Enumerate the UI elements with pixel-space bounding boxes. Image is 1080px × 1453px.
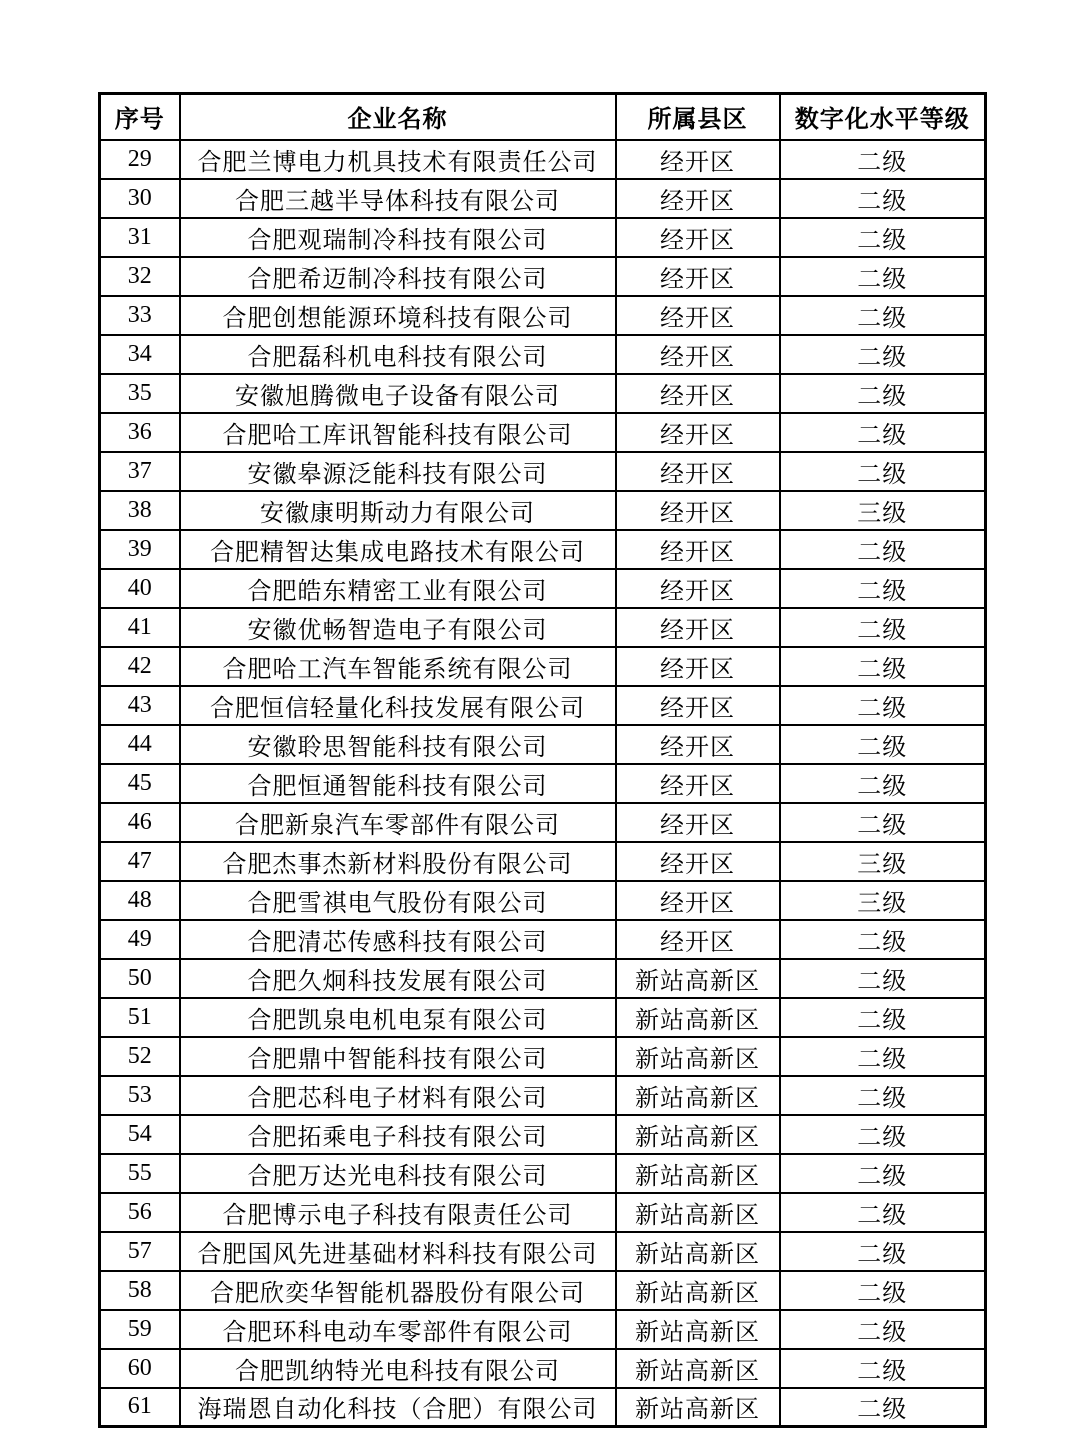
row-number-cell: 41	[100, 608, 180, 647]
table-row	[100, 881, 986, 920]
table-row	[100, 1115, 986, 1154]
row-number-cell: 48	[100, 881, 180, 920]
company-name-cell: 合肥哈工汽车智能系统有限公司	[180, 647, 616, 686]
level-cell: 二级	[780, 530, 986, 569]
table-row	[100, 959, 986, 998]
table-row	[100, 1388, 986, 1427]
table-row	[100, 1037, 986, 1076]
level-cell: 二级	[780, 452, 986, 491]
district-cell: 经开区	[616, 374, 780, 413]
level-cell: 二级	[780, 1115, 986, 1154]
level-cell: 二级	[780, 1349, 986, 1388]
company-name-cell: 合肥皓东精密工业有限公司	[180, 569, 616, 608]
row-number-cell: 39	[100, 530, 180, 569]
district-cell: 新站高新区	[616, 1271, 780, 1310]
company-name-cell: 合肥清芯传感科技有限公司	[180, 920, 616, 959]
district-cell: 经开区	[616, 218, 780, 257]
table-row	[100, 179, 986, 218]
table-header-row	[100, 94, 986, 140]
row-number-cell: 47	[100, 842, 180, 881]
company-name-cell: 合肥国风先进基础材料科技有限公司	[180, 1232, 616, 1271]
level-cell: 三级	[780, 842, 986, 881]
table-row	[100, 1310, 986, 1349]
table-row	[100, 1232, 986, 1271]
level-cell: 二级	[780, 647, 986, 686]
row-number-cell: 43	[100, 686, 180, 725]
row-number-cell: 60	[100, 1349, 180, 1388]
level-cell: 二级	[780, 257, 986, 296]
table-row	[100, 491, 986, 530]
table-row	[100, 569, 986, 608]
district-cell: 经开区	[616, 569, 780, 608]
company-name-cell: 安徽康明斯动力有限公司	[180, 491, 616, 530]
company-name-cell: 合肥欣奕华智能机器股份有限公司	[180, 1271, 616, 1310]
company-name-cell: 安徽聆思智能科技有限公司	[180, 725, 616, 764]
company-name-cell: 合肥凯纳特光电科技有限公司	[180, 1349, 616, 1388]
company-name-cell: 合肥芯科电子材料有限公司	[180, 1076, 616, 1115]
row-number-cell: 35	[100, 374, 180, 413]
company-name-cell: 合肥凯泉电机电泵有限公司	[180, 998, 616, 1037]
level-cell: 二级	[780, 569, 986, 608]
row-number-cell: 52	[100, 1037, 180, 1076]
table-row	[100, 413, 986, 452]
row-number-cell: 38	[100, 491, 180, 530]
district-cell: 经开区	[616, 881, 780, 920]
district-cell: 新站高新区	[616, 1388, 780, 1427]
header-district: 所属县区	[616, 94, 780, 140]
district-cell: 经开区	[616, 491, 780, 530]
header-serial-number: 序号	[100, 94, 180, 140]
level-cell: 二级	[780, 1388, 986, 1427]
district-cell: 新站高新区	[616, 1076, 780, 1115]
company-name-cell: 合肥兰博电力机具技术有限责任公司	[180, 140, 616, 179]
company-name-cell: 合肥博示电子科技有限责任公司	[180, 1193, 616, 1232]
level-cell: 二级	[780, 179, 986, 218]
company-name-cell: 合肥环科电动车零部件有限公司	[180, 1310, 616, 1349]
level-cell: 二级	[780, 140, 986, 179]
company-name-cell: 合肥希迈制冷科技有限公司	[180, 257, 616, 296]
district-cell: 经开区	[616, 179, 780, 218]
row-number-cell: 57	[100, 1232, 180, 1271]
district-cell: 经开区	[616, 530, 780, 569]
district-cell: 经开区	[616, 335, 780, 374]
level-cell: 二级	[780, 764, 986, 803]
district-cell: 经开区	[616, 257, 780, 296]
table-body	[100, 140, 986, 1427]
row-number-cell: 53	[100, 1076, 180, 1115]
table-row	[100, 530, 986, 569]
level-cell: 二级	[780, 1154, 986, 1193]
row-number-cell: 49	[100, 920, 180, 959]
company-name-cell: 合肥哈工库讯智能科技有限公司	[180, 413, 616, 452]
district-cell: 经开区	[616, 725, 780, 764]
level-cell: 二级	[780, 1271, 986, 1310]
company-name-cell: 合肥恒通智能科技有限公司	[180, 764, 616, 803]
district-cell: 新站高新区	[616, 1349, 780, 1388]
document-page	[98, 92, 987, 1428]
row-number-cell: 50	[100, 959, 180, 998]
row-number-cell: 33	[100, 296, 180, 335]
row-number-cell: 56	[100, 1193, 180, 1232]
district-cell: 经开区	[616, 647, 780, 686]
row-number-cell: 55	[100, 1154, 180, 1193]
district-cell: 新站高新区	[616, 1115, 780, 1154]
level-cell: 二级	[780, 1037, 986, 1076]
level-cell: 二级	[780, 296, 986, 335]
district-cell: 经开区	[616, 140, 780, 179]
level-cell: 二级	[780, 1232, 986, 1271]
table-row	[100, 803, 986, 842]
table-row	[100, 1076, 986, 1115]
table-row	[100, 1271, 986, 1310]
district-cell: 新站高新区	[616, 1232, 780, 1271]
company-name-cell: 海瑞恩自动化科技（合肥）有限公司	[180, 1388, 616, 1427]
district-cell: 新站高新区	[616, 1154, 780, 1193]
company-name-cell: 合肥万达光电科技有限公司	[180, 1154, 616, 1193]
level-cell: 三级	[780, 881, 986, 920]
table-row	[100, 374, 986, 413]
row-number-cell: 32	[100, 257, 180, 296]
company-name-cell: 合肥久炯科技发展有限公司	[180, 959, 616, 998]
level-cell: 二级	[780, 998, 986, 1037]
district-cell: 经开区	[616, 608, 780, 647]
level-cell: 二级	[780, 374, 986, 413]
company-name-cell: 合肥拓乘电子科技有限公司	[180, 1115, 616, 1154]
company-name-cell: 安徽旭腾微电子设备有限公司	[180, 374, 616, 413]
district-cell: 新站高新区	[616, 1037, 780, 1076]
table-row	[100, 764, 986, 803]
enterprise-table	[98, 92, 987, 1428]
row-number-cell: 37	[100, 452, 180, 491]
company-name-cell: 合肥精智达集成电路技术有限公司	[180, 530, 616, 569]
district-cell: 经开区	[616, 413, 780, 452]
table-row	[100, 335, 986, 374]
level-cell: 二级	[780, 1076, 986, 1115]
table-row	[100, 296, 986, 335]
level-cell: 二级	[780, 959, 986, 998]
table-row	[100, 1154, 986, 1193]
table-row	[100, 920, 986, 959]
header-digitalization-level: 数字化水平等级	[780, 94, 986, 140]
district-cell: 经开区	[616, 842, 780, 881]
level-cell: 二级	[780, 608, 986, 647]
table-row	[100, 218, 986, 257]
row-number-cell: 40	[100, 569, 180, 608]
district-cell: 经开区	[616, 686, 780, 725]
company-name-cell: 合肥观瑞制冷科技有限公司	[180, 218, 616, 257]
level-cell: 二级	[780, 413, 986, 452]
district-cell: 经开区	[616, 764, 780, 803]
row-number-cell: 54	[100, 1115, 180, 1154]
header-company-name: 企业名称	[180, 94, 616, 140]
table-row	[100, 842, 986, 881]
level-cell: 二级	[780, 1310, 986, 1349]
table-row	[100, 452, 986, 491]
row-number-cell: 30	[100, 179, 180, 218]
company-name-cell: 合肥创想能源环境科技有限公司	[180, 296, 616, 335]
level-cell: 二级	[780, 686, 986, 725]
district-cell: 新站高新区	[616, 998, 780, 1037]
row-number-cell: 44	[100, 725, 180, 764]
table-row	[100, 998, 986, 1037]
district-cell: 经开区	[616, 803, 780, 842]
row-number-cell: 46	[100, 803, 180, 842]
table-row	[100, 140, 986, 179]
company-name-cell: 合肥三越半导体科技有限公司	[180, 179, 616, 218]
district-cell: 经开区	[616, 296, 780, 335]
table-row	[100, 257, 986, 296]
row-number-cell: 61	[100, 1388, 180, 1427]
table-row	[100, 686, 986, 725]
row-number-cell: 36	[100, 413, 180, 452]
table-row	[100, 725, 986, 764]
level-cell: 二级	[780, 725, 986, 764]
row-number-cell: 42	[100, 647, 180, 686]
district-cell: 经开区	[616, 920, 780, 959]
table-row	[100, 1193, 986, 1232]
company-name-cell: 合肥恒信轻量化科技发展有限公司	[180, 686, 616, 725]
row-number-cell: 31	[100, 218, 180, 257]
table-row	[100, 608, 986, 647]
district-cell: 新站高新区	[616, 1310, 780, 1349]
company-name-cell: 合肥雪祺电气股份有限公司	[180, 881, 616, 920]
company-name-cell: 合肥杰事杰新材料股份有限公司	[180, 842, 616, 881]
company-name-cell: 合肥磊科机电科技有限公司	[180, 335, 616, 374]
table-row	[100, 647, 986, 686]
level-cell: 二级	[780, 1193, 986, 1232]
level-cell: 二级	[780, 335, 986, 374]
row-number-cell: 34	[100, 335, 180, 374]
company-name-cell: 安徽优畅智造电子有限公司	[180, 608, 616, 647]
table-row	[100, 1349, 986, 1388]
level-cell: 二级	[780, 218, 986, 257]
level-cell: 三级	[780, 491, 986, 530]
level-cell: 二级	[780, 920, 986, 959]
district-cell: 新站高新区	[616, 1193, 780, 1232]
table-header	[100, 94, 986, 140]
company-name-cell: 合肥新泉汽车零部件有限公司	[180, 803, 616, 842]
company-name-cell: 安徽皋源泛能科技有限公司	[180, 452, 616, 491]
row-number-cell: 29	[100, 140, 180, 179]
row-number-cell: 58	[100, 1271, 180, 1310]
district-cell: 经开区	[616, 452, 780, 491]
row-number-cell: 45	[100, 764, 180, 803]
row-number-cell: 51	[100, 998, 180, 1037]
company-name-cell: 合肥鼎中智能科技有限公司	[180, 1037, 616, 1076]
district-cell: 新站高新区	[616, 959, 780, 998]
level-cell: 二级	[780, 803, 986, 842]
row-number-cell: 59	[100, 1310, 180, 1349]
